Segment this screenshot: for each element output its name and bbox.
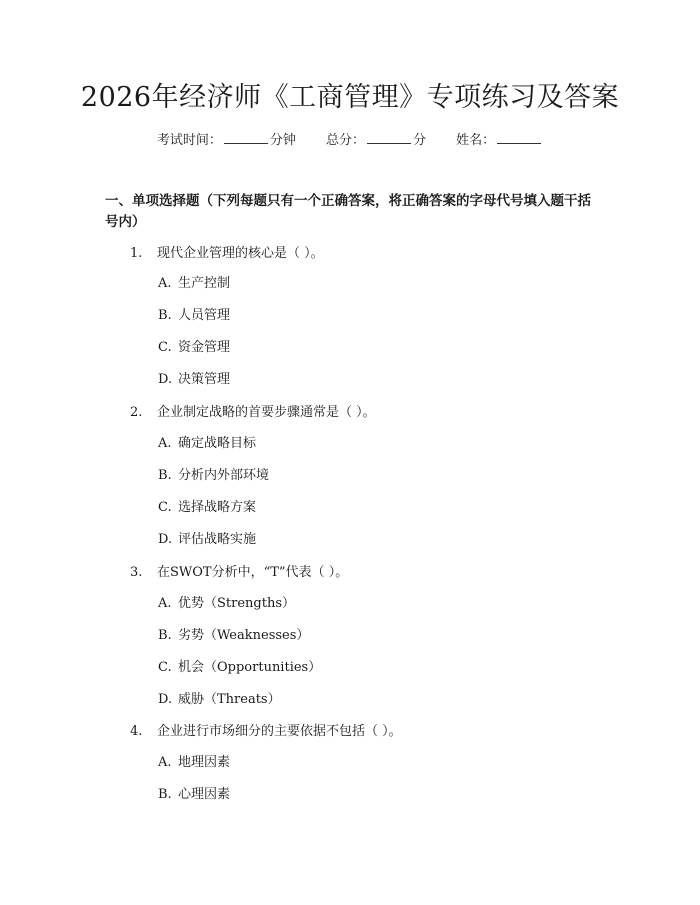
option-letter: C. — [158, 340, 172, 355]
section-heading: 一、单项选择题（下列每题只有一个正确答案，将正确答案的字母代号填入题干括号内） — [105, 193, 591, 230]
answer-option — [158, 660, 321, 676]
option-letter: D. — [158, 692, 173, 707]
exam-time-unit: 分钟 — [269, 133, 296, 148]
option-text: 资金管理 — [178, 340, 231, 355]
question-number: 3. — [130, 565, 143, 580]
question-text: 企业进行市场细分的主要依据不包括（ ）。 — [157, 724, 402, 739]
question-text: 在SWOT分析中，“T”代表（ ）。 — [157, 565, 349, 580]
answer-option — [158, 787, 230, 803]
total-score-field — [326, 131, 426, 150]
answer-option — [158, 308, 230, 324]
question-text: 企业制定战略的首要步骤通常是（ ）。 — [157, 405, 376, 420]
question-stem — [130, 246, 324, 262]
option-letter: B. — [158, 628, 172, 643]
option-text: 决策管理 — [178, 372, 231, 387]
question-stem — [130, 724, 402, 740]
answer-option — [158, 532, 256, 548]
option-text: 劣势（Weaknesses） — [178, 628, 310, 643]
student-name-label: 姓名： — [456, 133, 496, 148]
option-text: 机会（Opportunities） — [178, 660, 322, 675]
answer-option — [158, 276, 230, 292]
option-letter: C. — [158, 500, 172, 515]
answer-option — [158, 436, 256, 452]
option-text: 确定战略目标 — [178, 436, 257, 451]
answer-option — [158, 628, 309, 644]
option-letter: B. — [158, 308, 172, 323]
option-letter: D. — [158, 532, 173, 547]
answer-option — [158, 692, 281, 708]
question-number: 4. — [130, 724, 143, 739]
option-text: 优势（Strengths） — [178, 596, 296, 611]
option-text: 人员管理 — [178, 308, 231, 323]
option-letter: D. — [158, 372, 173, 387]
option-text: 选择战略方案 — [178, 500, 257, 515]
page-title: 2026年经济师《工商管理》专项练习及答案 — [80, 82, 620, 113]
option-letter: A. — [158, 596, 172, 611]
total-score-blank — [367, 131, 411, 144]
question-number: 1. — [130, 246, 143, 261]
exam-time-label: 考试时间： — [156, 133, 222, 148]
exam-info-line — [0, 131, 700, 150]
student-name-blank — [497, 131, 541, 144]
total-score-unit: 分 — [413, 133, 427, 148]
question-stem — [130, 405, 376, 421]
option-letter: A. — [158, 276, 172, 291]
option-text: 分析内外部环境 — [178, 468, 270, 483]
question-text: 现代企业管理的核心是（ ）。 — [157, 246, 324, 261]
answer-option — [158, 596, 295, 612]
option-letter: A. — [158, 436, 172, 451]
exam-time-blank — [224, 131, 268, 144]
answer-option — [158, 372, 230, 388]
option-text: 威胁（Threats） — [178, 692, 281, 707]
answer-option — [158, 500, 256, 516]
exam-time-field — [157, 131, 296, 150]
option-text: 评估战略实施 — [178, 532, 257, 547]
option-letter: B. — [158, 787, 172, 802]
option-text: 地理因素 — [178, 755, 231, 770]
answer-option — [158, 468, 269, 484]
answer-option — [158, 340, 230, 356]
option-text: 心理因素 — [178, 787, 231, 802]
question-number: 2. — [130, 405, 143, 420]
option-letter: B. — [158, 468, 172, 483]
option-letter: A. — [158, 755, 172, 770]
option-letter: C. — [158, 660, 172, 675]
total-score-label: 总分： — [325, 133, 365, 148]
question-stem — [130, 565, 348, 581]
student-name-field — [456, 131, 543, 150]
option-text: 生产控制 — [178, 276, 231, 291]
answer-option — [158, 755, 230, 771]
